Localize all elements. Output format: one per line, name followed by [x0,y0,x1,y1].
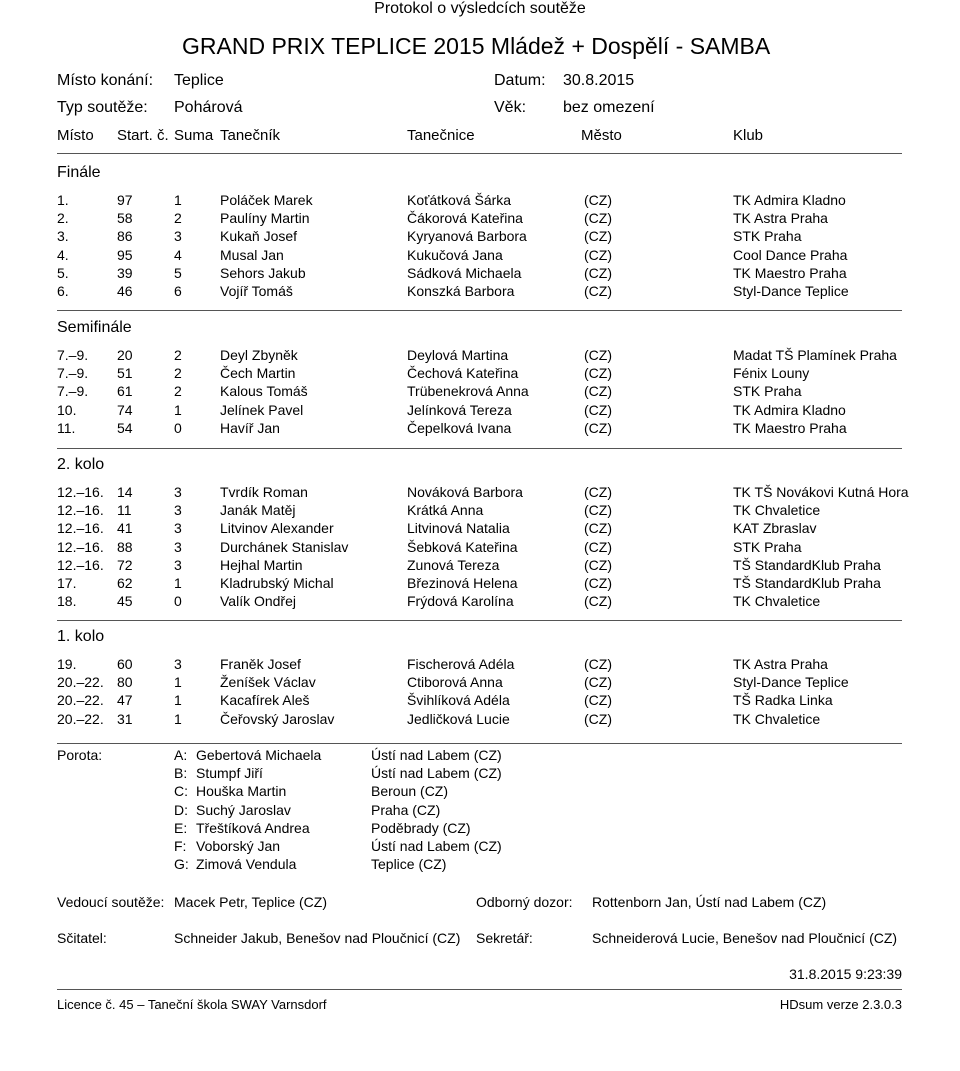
cell-man: Poláček Marek [220,192,313,208]
table-row [0,575,960,593]
cell-place: 17. [57,575,77,591]
cell-man: Kukaň Josef [220,228,298,245]
print-timestamp: 31.8.2015 9:23:39 [789,966,902,982]
age-value: bez omezení [563,99,655,116]
cell-woman: Nováková Barbora [407,484,523,500]
cell-place: 19. [57,656,77,672]
cell-place: 18. [57,593,77,610]
cell-man: Tvrdík Roman [220,484,308,500]
cell-start: 14 [117,484,133,500]
cell-city: (CZ) [584,502,612,519]
section-title-round-2: 2. kolo [57,456,105,473]
cell-sum: 5 [174,264,182,281]
cell-start: 46 [117,283,133,299]
cell-place: 11. [57,419,76,436]
judge-letter: D: [174,801,188,818]
divider [57,989,902,990]
cell-woman: Sádková Michaela [407,264,522,281]
cell-sum: 1 [174,692,182,709]
cell-start: 95 [117,246,133,263]
supervisor-value: Rottenborn Jan, Ústí nad Labem (CZ) [592,894,827,910]
cell-sum: 3 [174,228,182,245]
cell-man: Hejhal Martin [220,556,303,573]
competition-title: GRAND PRIX TEPLICE 2015 Mládež + Dospělí - SAMBA [182,33,771,59]
table-row [0,539,960,557]
cell-woman: Fischerová Adéla [407,656,515,672]
column-header-place: Místo [57,127,94,144]
table-row [0,502,960,520]
judge-letter: A: [174,747,188,763]
date-label: Datum: [494,72,546,89]
cell-city: (CZ) [584,383,612,400]
table-row [0,265,960,283]
cell-man: Litvinov Alexander [220,520,334,537]
cell-place: 5. [57,264,69,281]
divider [57,310,902,311]
cell-club: STK Praha [733,538,802,555]
cell-man: Ženíšek Václav [220,674,316,691]
table-row [0,210,960,228]
cell-club: TK TŠ Novákovi Kutná Hora [733,484,909,500]
cell-city: (CZ) [584,401,612,418]
judge-name: Gebertová Michaela [196,747,322,763]
cell-place: 20.–22. [57,710,104,727]
judge-letter: G: [174,856,189,873]
cell-place: 4. [57,246,69,263]
cell-man: Durchánek Stanislav [220,538,349,555]
cell-sum: 3 [174,538,182,555]
cell-place: 12.–16. [57,538,104,555]
judge-name: Zimová Vendula [196,856,297,873]
table-row [0,247,960,265]
cell-city: (CZ) [584,593,612,610]
cell-sum: 1 [174,710,182,727]
divider [57,448,902,449]
cell-city: (CZ) [584,192,612,208]
cell-sum: 2 [174,210,182,227]
cell-city: (CZ) [584,710,612,727]
column-header-start: Start. č. [117,127,169,144]
cell-club: TK Maestro Praha [733,264,847,281]
judge-city: Ústí nad Labem (CZ) [371,747,502,763]
cell-sum: 3 [174,556,182,573]
judge-row [0,838,600,856]
type-value: Pohárová [174,99,243,116]
cell-woman: Březinová Helena [407,575,518,591]
cell-club: TK Astra Praha [733,656,828,672]
leader-value: Macek Petr, Teplice (CZ) [174,894,328,910]
cell-man: Kalous Tomáš [220,383,308,400]
cell-woman: Zunová Tereza [407,556,500,573]
judge-row [0,747,600,765]
cell-woman: Jelínková Tereza [407,401,512,418]
judge-row [0,820,600,838]
cell-club: TŠ Radka Linka [733,692,833,709]
cell-sum: 2 [174,383,182,400]
cell-man: Sehors Jakub [220,264,306,281]
secretary-label: Sekretář: [476,930,533,946]
cell-place: 1. [57,192,69,208]
divider [57,153,902,154]
judge-city: Ústí nad Labem (CZ) [371,838,502,854]
cell-sum: 2 [174,365,182,382]
table-row [0,711,960,729]
column-header-club: Klub [733,127,764,144]
cell-start: 80 [117,674,133,691]
cell-sum: 1 [174,401,182,418]
cell-city: (CZ) [584,365,612,382]
cell-place: 7.–9. [57,365,89,382]
judge-letter: B: [174,765,188,782]
cell-man: Deyl Zbyněk [220,347,298,363]
cell-man: Jelínek Pavel [220,401,304,418]
cell-man: Kladrubský Michal [220,575,334,591]
cell-place: 2. [57,210,69,227]
counter-label: Sčitatel: [57,930,107,946]
cell-club: TŠ StandardKlub Praha [733,556,881,573]
cell-woman: Kyryanová Barbora [407,228,527,245]
cell-man: Janák Matěj [220,502,296,519]
cell-sum: 6 [174,283,182,299]
cell-place: 20.–22. [57,692,104,709]
venue-value: Teplice [174,72,224,89]
counter-value: Schneider Jakub, Benešov nad Ploučnicí (CZ) [174,930,461,946]
cell-man: Paulíny Martin [220,210,310,227]
table-row [0,347,960,365]
cell-club: Fénix Louny [733,365,810,382]
table-row [0,484,960,502]
table-row [0,674,960,692]
cell-start: 97 [117,192,133,208]
cell-place: 10. [57,401,77,418]
cell-club: STK Praha [733,383,802,400]
divider [57,743,902,744]
protocol-heading: Protokol o výsledcích soutěže [374,0,586,17]
cell-city: (CZ) [584,520,612,537]
supervisor-label: Odborný dozor: [476,894,573,910]
cell-city: (CZ) [584,484,612,500]
table-row [0,520,960,538]
leader-label: Vedoucí soutěže: [57,894,165,910]
cell-club: TK Maestro Praha [733,419,847,436]
judge-name: Stumpf Jiří [196,765,263,782]
cell-start: 61 [117,383,133,400]
cell-man: Čeřovský Jaroslav [220,710,335,727]
judge-row [0,783,600,801]
judge-city: Beroun (CZ) [371,783,449,800]
cell-man: Musal Jan [220,246,284,263]
table-row [0,283,960,301]
cell-woman: Trübenekrová Anna [407,383,529,400]
cell-place: 3. [57,228,69,245]
cell-club: Styl-Dance Teplice [733,674,849,691]
table-row [0,593,960,611]
table-row [0,192,960,210]
cell-place: 12.–16. [57,502,104,519]
judge-row [0,802,600,820]
cell-place: 7.–9. [57,347,89,363]
cell-start: 11 [117,502,132,519]
cell-club: STK Praha [733,228,802,245]
section-title-semifinal: Semifinále [57,319,132,336]
column-header-man: Tanečník [220,127,281,144]
cell-place: 12.–16. [57,484,104,500]
judge-letter: F: [174,838,187,854]
table-row [0,692,960,710]
cell-woman: Frýdová Karolína [407,593,514,610]
judge-city: Ústí nad Labem (CZ) [371,765,502,782]
cell-woman: Jedličková Lucie [407,710,510,727]
judge-name: Třeštíková Andrea [196,819,310,836]
cell-woman: Čechová Kateřina [407,365,519,382]
cell-place: 6. [57,283,69,299]
table-row [0,402,960,420]
cell-woman: Konszká Barbora [407,283,515,299]
cell-woman: Šebková Kateřina [407,538,518,555]
age-label: Věk: [494,99,527,116]
cell-club: TK Admira Kladno [733,401,846,418]
cell-woman: Deylová Martina [407,347,509,363]
cell-place: 12.–16. [57,556,104,573]
cell-sum: 4 [174,246,182,263]
cell-man: Kacafírek Aleš [220,692,310,709]
cell-start: 39 [117,264,133,281]
column-header-city: Město [581,127,622,144]
judge-name: Houška Martin [196,783,287,800]
cell-sum: 1 [174,575,182,591]
cell-start: 58 [117,210,133,227]
section-title-final: Finále [57,164,101,181]
table-row [0,365,960,383]
cell-woman: Kukučová Jana [407,246,503,263]
cell-city: (CZ) [584,656,612,672]
table-row [0,228,960,246]
cell-start: 60 [117,656,133,672]
type-label: Typ soutěže: [57,99,148,116]
cell-club: Styl-Dance Teplice [733,283,849,299]
judge-city: Poděbrady (CZ) [371,819,471,836]
cell-city: (CZ) [584,419,612,436]
cell-start: 74 [117,401,133,418]
cell-city: (CZ) [584,347,612,363]
judge-letter: C: [174,783,188,800]
cell-club: TK Admira Kladno [733,192,846,208]
cell-sum: 0 [174,593,182,610]
cell-man: Čech Martin [220,365,296,382]
judge-row [0,856,600,874]
cell-man: Franěk Josef [220,656,301,672]
venue-label: Místo konání: [57,72,154,89]
cell-start: 51 [117,365,133,382]
cell-city: (CZ) [584,692,612,709]
cell-city: (CZ) [584,674,612,691]
cell-club: Madat TŠ Plamínek Praha [733,347,897,363]
cell-sum: 1 [174,192,182,208]
cell-sum: 3 [174,520,182,537]
cell-city: (CZ) [584,264,612,281]
cell-place: 7.–9. [57,383,89,400]
judge-name: Suchý Jaroslav [196,801,291,818]
date-value: 30.8.2015 [563,72,635,89]
cell-start: 72 [117,556,133,573]
cell-club: TK Chvaletice [733,710,821,727]
cell-sum: 0 [174,419,182,436]
cell-woman: Švihlíková Adéla [407,692,510,709]
cell-start: 20 [117,347,133,363]
cell-sum: 3 [174,656,182,672]
cell-start: 62 [117,575,133,591]
cell-city: (CZ) [584,210,612,227]
cell-woman: Litvinová Natalia [407,520,510,537]
cell-club: TŠ StandardKlub Praha [733,575,881,591]
table-row [0,656,960,674]
table-row [0,557,960,575]
cell-sum: 1 [174,674,182,691]
software-version: HDsum verze 2.3.0.3 [779,997,902,1012]
cell-club: KAT Zbraslav [733,520,817,537]
cell-start: 54 [117,419,133,436]
cell-city: (CZ) [584,575,612,591]
judge-city: Teplice (CZ) [371,856,447,873]
cell-sum: 3 [174,484,182,500]
section-title-round-1: 1. kolo [57,628,105,645]
cell-man: Valík Ondřej [220,593,296,610]
column-header-sum: Suma [174,127,214,144]
cell-city: (CZ) [584,246,612,263]
cell-woman: Čepelková Ivana [407,419,512,436]
secretary-value: Schneiderová Lucie, Benešov nad Ploučnicí (CZ) [592,930,898,946]
jury-label: Porota: [57,747,103,763]
cell-sum: 2 [174,347,182,363]
judge-letter: E: [174,819,188,836]
license-text: Licence č. 45 – Taneční škola SWAY Varnsdorf [57,997,327,1012]
cell-city: (CZ) [584,283,612,299]
cell-club: Cool Dance Praha [733,246,848,263]
cell-man: Havíř Jan [220,419,280,436]
table-row [0,420,960,438]
cell-city: (CZ) [584,556,612,573]
cell-club: TK Chvaletice [733,502,821,519]
cell-start: 41 [117,520,133,537]
judge-row [0,765,600,783]
cell-start: 31 [117,710,133,727]
judge-city: Praha (CZ) [371,801,441,818]
divider [57,620,902,621]
cell-club: TK Chvaletice [733,593,821,610]
cell-start: 47 [117,692,133,709]
cell-city: (CZ) [584,228,612,245]
cell-woman: Koťátková Šárka [407,192,512,208]
cell-woman: Krátká Anna [407,502,484,519]
table-row [0,383,960,401]
judge-name: Voborský Jan [196,838,281,854]
cell-woman: Čákorová Kateřina [407,210,523,227]
column-header-woman: Tanečnice [407,127,475,144]
cell-place: 12.–16. [57,520,104,537]
cell-man: Vojíř Tomáš [220,283,293,299]
cell-start: 45 [117,593,133,610]
cell-club: TK Astra Praha [733,210,828,227]
cell-sum: 3 [174,502,182,519]
cell-start: 88 [117,538,133,555]
cell-city: (CZ) [584,538,612,555]
cell-place: 20.–22. [57,674,104,691]
cell-woman: Ctiborová Anna [407,674,503,691]
cell-start: 86 [117,228,133,245]
